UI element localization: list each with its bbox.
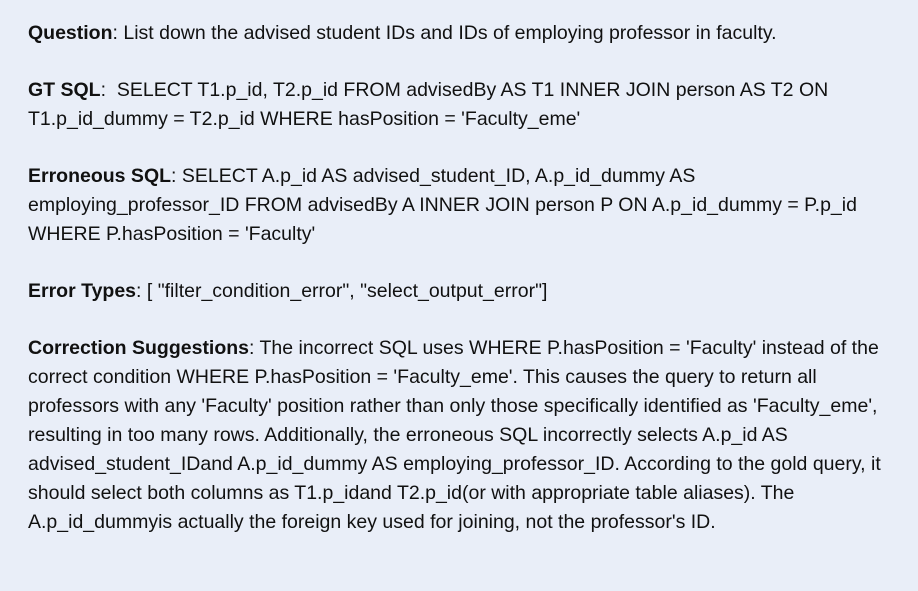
- correction-suggestions-label: Correction Suggestions: [28, 337, 250, 359]
- erroneous-sql-section: Erroneous SQL: SELECT A.p_id AS advised_student_ID, A.p_id_dummy AS employing_professor_ID FROM advisedBy A INNER JOIN person P ON A.p_id_dummy = P.p_id WHERE P.hasPosition = 'Faculty': [28, 165, 857, 245]
- gt-sql-section: GT SQL: SELECT T1.p_id, T2.p_id FROM advisedBy AS T1 INNER JOIN person AS T2 ON T1.p_id_dummy = T2.p_id WHERE hasPosition = 'Faculty_eme': [28, 79, 829, 130]
- question-text: List down the advised student IDs and IDs of employing professor in faculty.: [123, 22, 777, 44]
- gt-sql-text: SELECT T1.p_id, T2.p_id FROM advisedBy AS T1 INNER JOIN person AS T2 ON T1.p_id_dummy = T2.p_id WHERE hasPosition = 'Faculty_eme': [28, 79, 829, 130]
- question-label: Question: [28, 22, 113, 44]
- erroneous-sql-label: Erroneous SQL: [28, 165, 172, 187]
- error-types-text: [ "filter_condition_error", "select_output_error"]: [146, 280, 548, 302]
- correction-suggestions-text: The incorrect SQL uses WHERE P.hasPosition = 'Faculty' instead of the correct condition WHERE P.hasPosition = 'Faculty_eme'. This causes the query to return all professors with any 'Faculty' position rather than only those specifically identified as 'Faculty_eme', resulting in too many rows. Additionally, the erroneous SQL incorrectly selects A.p_id AS advised_student_IDand A.p_id_dummy AS employing_professor_ID. According to the gold query, it should select both columns as T1.p_idand T2.p_id(or with appropriate table aliases). The A.p_id_dummyis actually the foreign key used for joining, not the professor's ID.: [28, 337, 881, 533]
- error-types-section: Error Types: [ "filter_condition_error", "select_output_error"]: [28, 280, 548, 302]
- question-section: Question: List down the advised student IDs and IDs of employing professor in faculty.: [28, 22, 777, 44]
- gt-sql-label: GT SQL: [28, 79, 101, 101]
- erroneous-sql-text: SELECT A.p_id AS advised_student_ID, A.p_id_dummy AS employing_professor_ID FROM advisedBy A INNER JOIN person P ON A.p_id_dummy = P.p_id WHERE P.hasPosition = 'Faculty': [28, 165, 857, 245]
- error-types-label: Error Types: [28, 280, 137, 302]
- correction-suggestions-section: Correction Suggestions: The incorrect SQL uses WHERE P.hasPosition = 'Faculty' instead of the correct condition WHERE P.hasPosition = 'Faculty_eme'. This causes the query to return all professors with any 'Faculty' position rather than only those specifically identified as 'Faculty_eme', resulting in too many rows. Additionally, the erroneous SQL incorrectly selects A.p_id AS advised_student_IDand A.p_id_dummy AS employing_professor_ID. According to the gold query, it should select both columns as T1.p_idand T2.p_id(or with appropriate table aliases). The A.p_id_dummyis actually the foreign key used for joining, not the professor's ID.: [28, 337, 881, 533]
